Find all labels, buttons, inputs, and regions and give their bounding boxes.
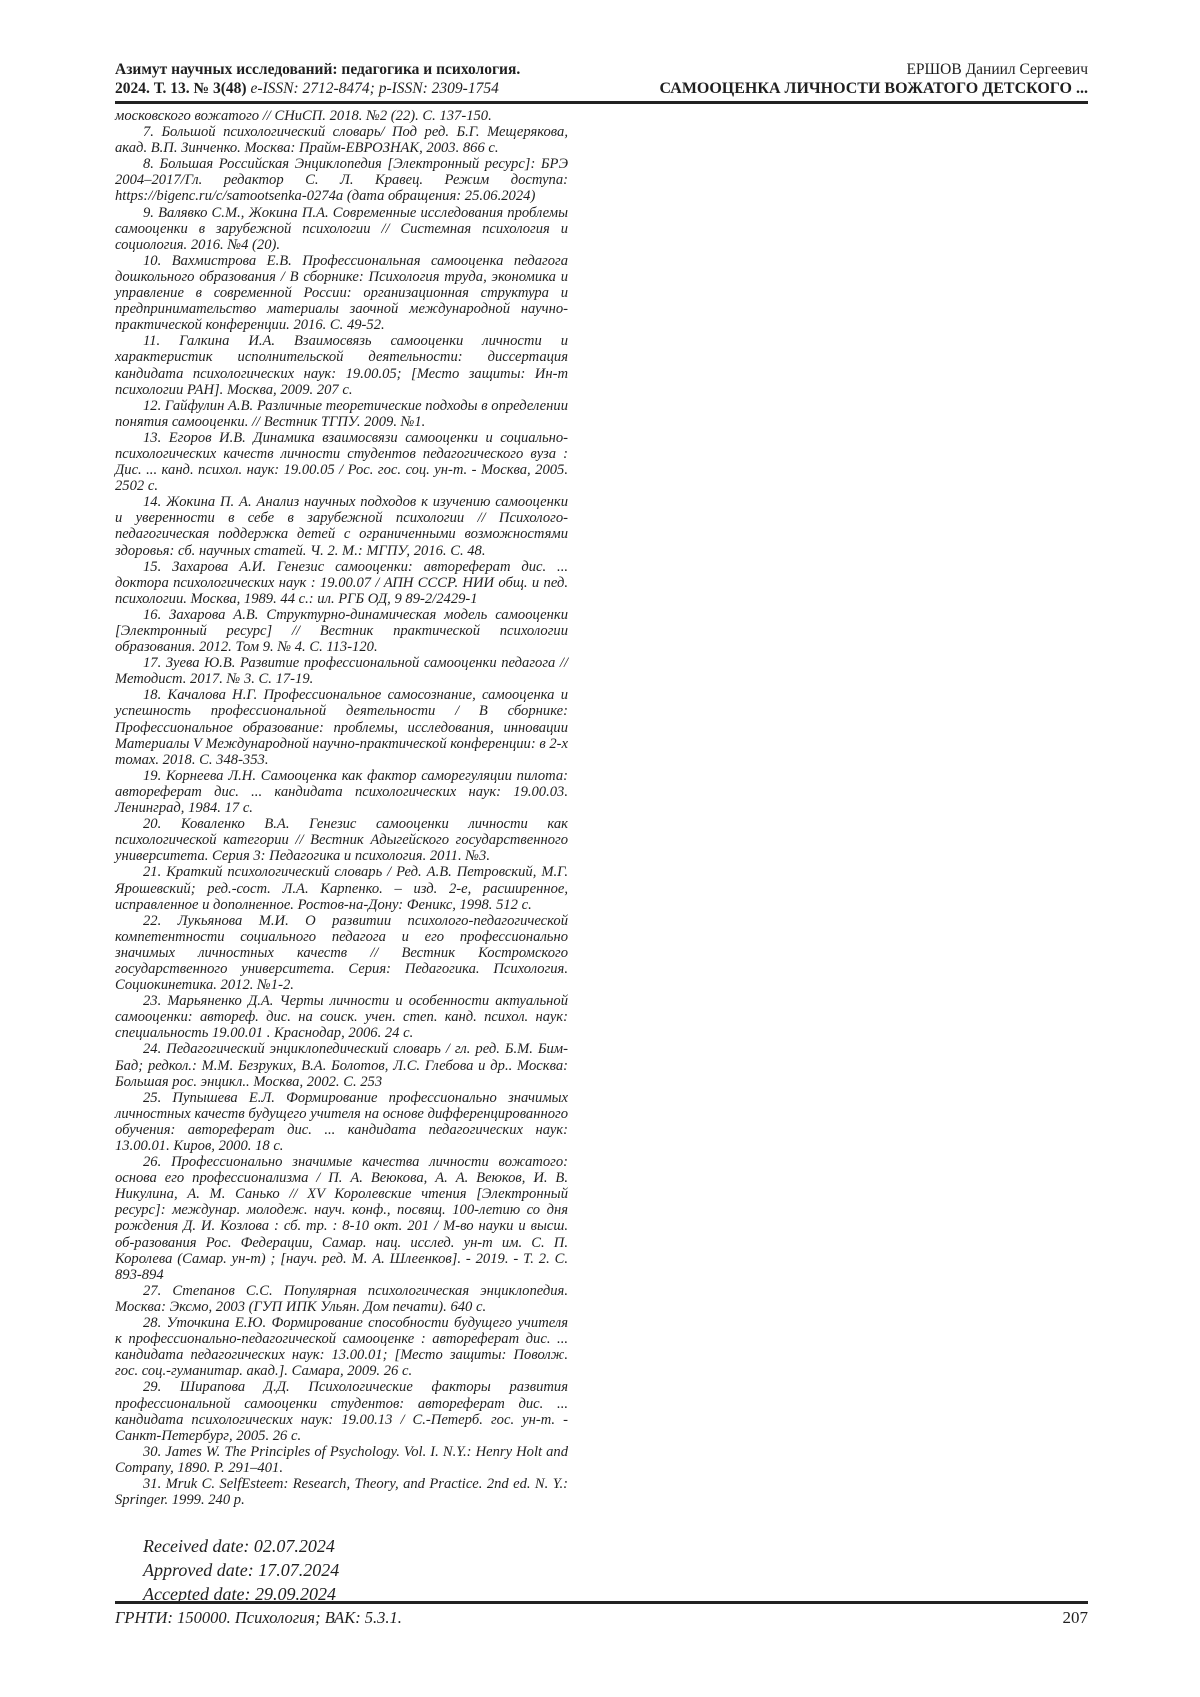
reference-item: 8. Большая Российская Энциклопедия [Электронный ресурс]: БРЭ 2004–2017/Гл. редактор С. Л. Кравец. Режим доступа: https://bigenc.ru/c/samootsenka-0274a (дата обращения: 25.06.2024) (115, 156, 568, 205)
reference-item: 11. Галкина И.А. Взаимосвязь самооценки личности и характеристик исполнительской деятельности: диссертация кандидата психологических наук: 19.00.05; [Место защиты: Ин-т психологии РАН]. Москва, 2009. 207 с. (115, 333, 568, 398)
reference-item: 24. Педагогический энциклопедический словарь / гл. ред. Б.М. Бим-Бад; редкол.: М.М. Безруких, В.А. Болотов, Л.С. Глебова и др.. Москва: Большая рос. энцикл.. Москва, 2002. С. 253 (115, 1041, 568, 1090)
reference-item: 31. Mruk C. SelfEsteem: Research, Theory, and Practice. 2nd ed. N. Y.: Springer. 1999. 240 p. (115, 1475, 568, 1509)
reference-item: 18. Качалова Н.Г. Профессиональное самосознание, самооценка и успешность профессиональной деятельности / В сборнике: Профессиональное образование: проблемы, исследования, инновации Материалы V Международной научно-практической конференции: в 2-х томах. 2018. С. 348-353. (115, 687, 568, 768)
reference-item: 28. Уточкина Е.Ю. Формирование способности будущего учителя к профессионально-педагогической самооценке : автореферат дис. ... кандидата педагогических наук: 13.00.01; [Место защиты: Поволж. гос. соц.-гуманитар. акад.]. Самара, 2009. 26 с. (115, 1315, 568, 1380)
journal-issue (115, 79, 520, 98)
footer-classification: ГРНТИ: 150000. Психология; ВАК: 5.3.1. (115, 1608, 402, 1627)
reference-item: 30. James W. The Principles of Psychology. Vol. I. N.Y.: Henry Holt and Company, 1890. P. 291–401. (115, 1443, 568, 1476)
dates-block (143, 1534, 568, 1606)
reference-item: 26. Профессионально значимые качества личности вожатого: основа его профессионализма / П. А. Веюкова, А. А. Веюков, И. В. Никулина, А. М. Санько // XV Королевские чтения [Электронный ресурс]: междунар. молодеж. науч. конф., посвящ. 100-летию со дня рождения Д. И. Козлова : сб. тр. : 8-10 окт. 201 / М-во науки и высш. об-разования Рос. Федерации, Самар. нац. исслед. ун-т им. С. П. Королева (Самар. ун-т) ; [науч. ред. М. А. Шлеенков]. - 2019. - Т. 2. С. 893-894 (115, 1154, 568, 1283)
footer-row (115, 1608, 1088, 1628)
reference-item: 19. Корнеева Л.Н. Самооценка как фактор саморегуляции пилота: автореферат дис. ... кандидата психологических наук: 19.00.03. Ленинград, 1984. 17 с. (115, 767, 568, 817)
header-rule (115, 101, 1088, 104)
reference-continuation: московского вожатого // СНиСП. 2018. №2 (22). С. 137-150. (115, 108, 492, 124)
page-footer (115, 1601, 1088, 1628)
references-column (115, 108, 568, 1606)
reference-item: 21. Краткий психологический словарь / Ред. А.В. Петровский, М.Г. Ярошевский; ред.-сост. Л.А. Карпенко. – изд. 2-е, расширенное, исправленное и дополненное. Ростов-на-Дону: Феникс, 1998. 512 с. (115, 864, 568, 913)
reference-item: 14. Жокина П. А. Анализ научных подходов к изучению самооценки и уверенности в себе в зарубежной психологии // Психолого-педагогическая поддержка детей с ограниченными возможностями здоровья: сб. научных статей. Ч. 2. М.: МГПУ, 2016. С. 48. (115, 494, 568, 559)
reference-item: 29. Ширапова Д.Д. Психологические факторы развития профессиональной самооценки студентов: автореферат дис. ... кандидата психологических наук: 19.00.13 / С.-Петерб. гос. ун-т. - Санкт-Петербург, 2005. 26 с. (115, 1379, 568, 1444)
reference-list (115, 124, 568, 1508)
reference-item: 9. Валявко С.М., Жокина П.А. Современные исследования проблемы самооценки в зарубежной психологии // Системная психология и социология. 2016. №4 (20). (115, 204, 568, 253)
reference-item: 20. Коваленко В.А. Генезис самооценки личности как психологической категории // Вестник Адыгейского государственного университета. Серия 3: Педагогика и психология. 2011. №3. (115, 816, 568, 865)
received-date: Received date: 02.07.2024 (143, 1536, 335, 1557)
article-info (660, 60, 1089, 98)
journal-info (115, 60, 520, 98)
author-name: ЕРШОВ Даниил Сергеевич (906, 61, 1088, 78)
footer-rule (115, 1601, 1088, 1604)
reference-item: 25. Пупышева Е.Л. Формирование профессионально значимых личностных качеств будущего учителя на основе дифференцированного обучения: автореферат дис. ... кандидата педагогических наук: 13.00.01. Киров, 2000. 18 с. (115, 1089, 568, 1154)
page-number: 207 (1062, 1608, 1088, 1627)
approved-date: Approved date: 17.07.2024 (143, 1560, 340, 1581)
article-title: САМООЦЕНКА ЛИЧНОСТИ ВОЖАТОГО ДЕТСКОГО ... (659, 80, 1088, 97)
reference-item: 15. Захарова А.И. Генезис самооценки: автореферат дис. ... доктора психологических наук : 19.00.07 / АПН СССР. НИИ общ. и пед. психологии. Москва, 1989. 44 с.: ил. РГБ ОД, 9 89-2/2429-1 (115, 558, 568, 607)
accepted-date: Accepted date: 29.09.2024 (143, 1584, 336, 1605)
reference-item: 16. Захарова А.В. Структурно-динамическая модель самооценки [Электронный ресурс] // Вестник практической психологии образования. 2012. Том 9. № 4. С. 113-120. (115, 606, 568, 656)
page-header (115, 60, 1088, 98)
reference-item: 23. Марьяненко Д.А. Черты личности и особенности актуальной самооценки: автореф. дис. на соиск. учен. степ. канд. психол. наук: специальность 19.00.01 . Краснодар, 2006. 24 с. (115, 993, 568, 1042)
reference-item: 22. Лукьянова М.И. О развитии психолого-педагогической компетентности социального педагога и его профессионально значимых личностных качеств // Вестник Костромского государственного университета. Серия: Педагогика. Психология. Социокинетика. 2012. №1-2. (115, 912, 568, 994)
reference-item: 13. Егоров И.В. Динамика взаимосвязи самооценки и социально-психологических качеств личности студентов педагогического вуза : Дис. ... канд. психол. наук: 19.00.05 / Рос. гос. соц. ун-т. - Москва, 2005. 2502 с. (115, 429, 568, 495)
reference-item: 12. Гайфулин А.В. Различные теоретические подходы в определении понятия самооценки. // Вестник ТГПУ. 2009. №1. (115, 397, 568, 430)
reference-item: 17. Зуева Ю.В. Развитие профессиональной самооценки педагога //Методист. 2017. № 3. С. 17-19. (115, 655, 568, 688)
reference-item: 7. Большой психологический словарь/ Под ред. Б.Г. Мещерякова, акад. В.П. Зинченко. Москва: Прайм-ЕВРОЗНАК, 2003. 866 с. (115, 124, 568, 157)
reference-item: 27. Степанов С.С. Популярная психологическая энциклопедия. Москва: Эксмо, 2003 (ГУП ИПК Ульян. Дом печати). 640 с. (115, 1282, 568, 1315)
journal-title: Азимут научных исследований: педагогика и психология. (115, 61, 521, 78)
issue-volume: 2024. Т. 13. № 3(48) (115, 80, 247, 97)
reference-item: 10. Вахмистрова Е.В. Профессиональная самооценка педагога дошкольного образования / В сборнике: Психология труда, экономика и управление в современной России: организационная структура и предпринимательство материалы заочной международной научно-практической конференции. 2016. С. 49-52. (115, 252, 568, 334)
issue-issn: e-ISSN: 2712-8474; p-ISSN: 2309-1754 (250, 80, 499, 97)
